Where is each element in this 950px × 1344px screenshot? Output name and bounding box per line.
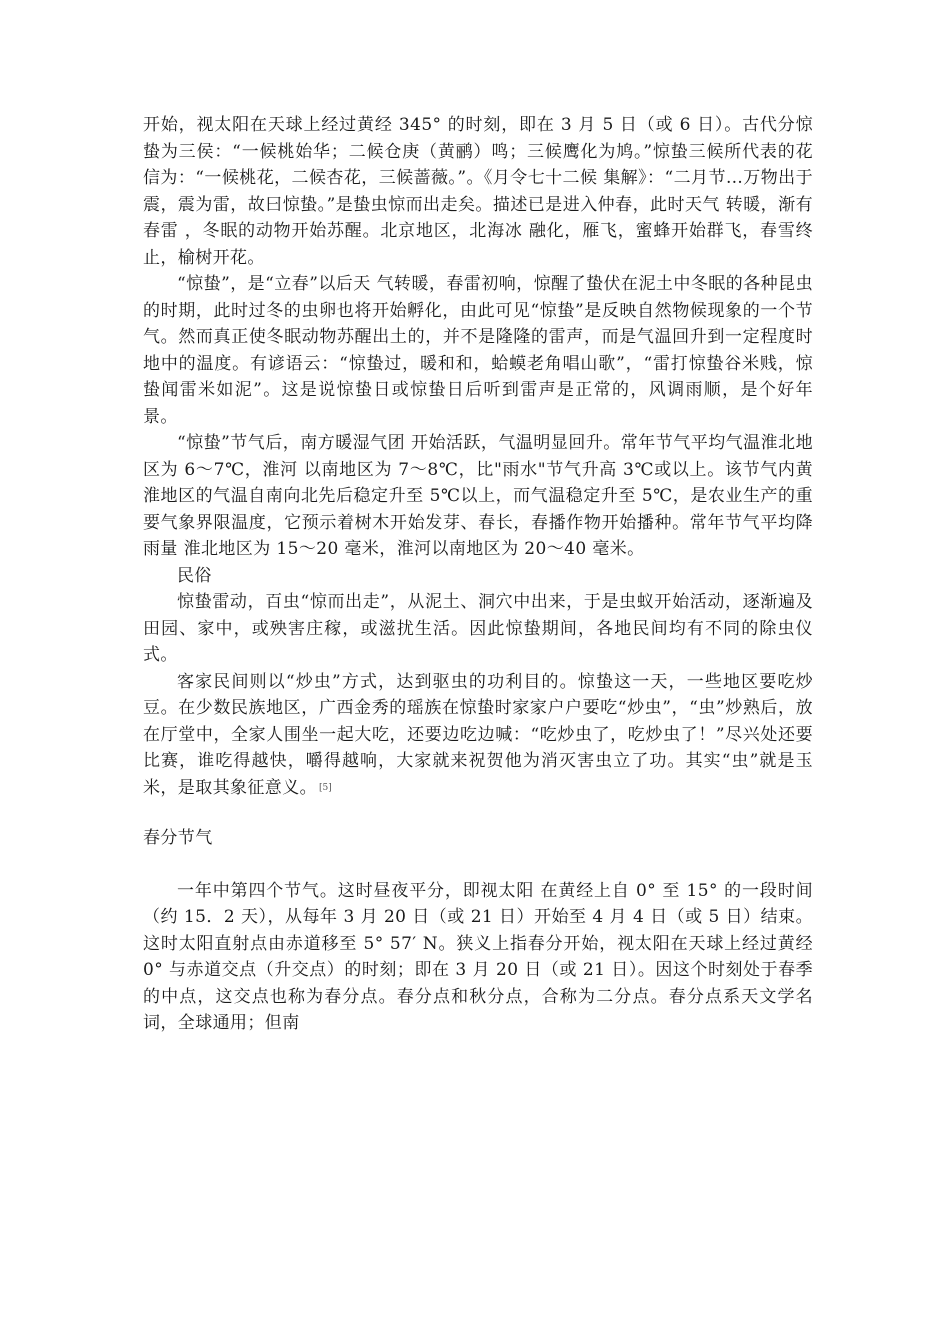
paragraph-folk-insects: 惊蛰雷动，百虫“惊而出走”，从泥土、洞穴中出来，于是虫蚁开始活动，逐渐遍及田园、家中，或殃害庄稼，或滋扰生活。因此惊蛰期间，各地民间均有不同的除虫仪式。 xyxy=(143,592,813,665)
citation-marker[interactable]: [5] xyxy=(319,782,332,793)
section-title-chunfen: 春分节气 xyxy=(143,828,213,848)
paragraph-jingzhe-meaning: “惊蛰”，是“立春”以后天 气转暖，春雷初响，惊醒了蛰伏在泥土中冬眠的各种昆虫的时期，此时过冬的虫卵也将开始孵化，由此可见“惊蛰”是反映自然物候现象的一个节气。然而真正使冬眠动物苏醒出土的，并不是隆隆的雷声，而是气温回升到一定程度时地中的温度。有谚语云：“惊蛰过，暖和和，蛤蟆老角唱山歌”，“雷打惊蛰谷米贱，惊蛰闻雷米如泥”。这是说惊蛰日或惊蛰日后听到雷声是正常的，风调雨顺，是个好年景。 xyxy=(143,274,813,427)
paragraph-chunfen-intro: 一年中第四个节气。这时昼夜平分，即视太阳 在黄经上自 0° 至 15° 的一段时间 （约 15．2 天），从每年 3 月 20 日（或 21 日）开始至 4 月 4 日（或 5 日）结束。这时太阳直射点由赤道移至 5° 57′ N。狭义上指春分开始，视太阳在天球上经过黄经 0° 与赤道交点（升交点）的时刻；即在 3 月 20 日（或 21 日）。因这个时刻处于春季的中点，这交点也称为春分点。春分点和秋分点，合称为二分点。春分点系天文学名词，全球通用；但南 xyxy=(143,880,813,1033)
heading-folk-customs: 民俗 xyxy=(177,565,212,586)
paragraph-jingzhe-climate: “惊蛰”节气后，南方暖湿气团 开始活跃，气温明显回升。常年节气平均气温淮北地区为 6～7℃，淮河 以南地区为 7～8℃，比"雨水"节气升高 3℃或以上。该节气内黄淮地区的气温自南向北先后稳定升至 5℃以上，而气温稳定升至 5℃，是农业生产的重要气象界限温度，它预示着树木开始发芽、春长，春播作物开始播种。常年节气平均降雨量 淮北地区为 15～20 毫米，淮河以南地区为 20～40 毫米。 xyxy=(143,433,813,559)
document-body xyxy=(143,112,813,1037)
paragraph-folk-fried-insects xyxy=(143,669,813,802)
paragraph-folk-fried-insects-text: 客家民间则以“炒虫”方式，达到驱虫的功利目的。惊蛰这一天，一些地区要吃炒豆。在少数民族地区，广西金秀的瑶族在惊蛰时家家户户要吃“炒虫”，“虫”炒熟后，放在厅堂中，全家人围坐一起大吃，还要边吃边喊：“吃炒虫了，吃炒虫了！”尽兴处还要比赛，谁吃得越快，嚼得越响，大家就来祝贺他为消灭害虫立了功。其实“虫”就是玉米，是取其象征意义。 xyxy=(143,671,813,798)
paragraph-jingzhe-intro: 开始，视太阳在天球上经过黄经 345° 的时刻，即在 3 月 5 日（或 6 日）。古代分惊蛰为三侯：“一候桃始华；二候仓庚（黄鹂）鸣；三候鹰化为鸠。”惊蛰三候所代表的花信为：“一候桃花，二候杏花，三候蔷薇。”。《月令七十二候 集解》：“二月节…万物出于震，震为雷，故曰惊蛰。”是蛰虫惊而出走矣。描述已是进入仲春，此时天气 转暖，渐有春雷 ，冬眠的动物开始苏醒。北京地区，北海冰 融化，雁飞，蜜蜂开始群飞，春雪终止，榆树开花。 xyxy=(143,115,813,268)
